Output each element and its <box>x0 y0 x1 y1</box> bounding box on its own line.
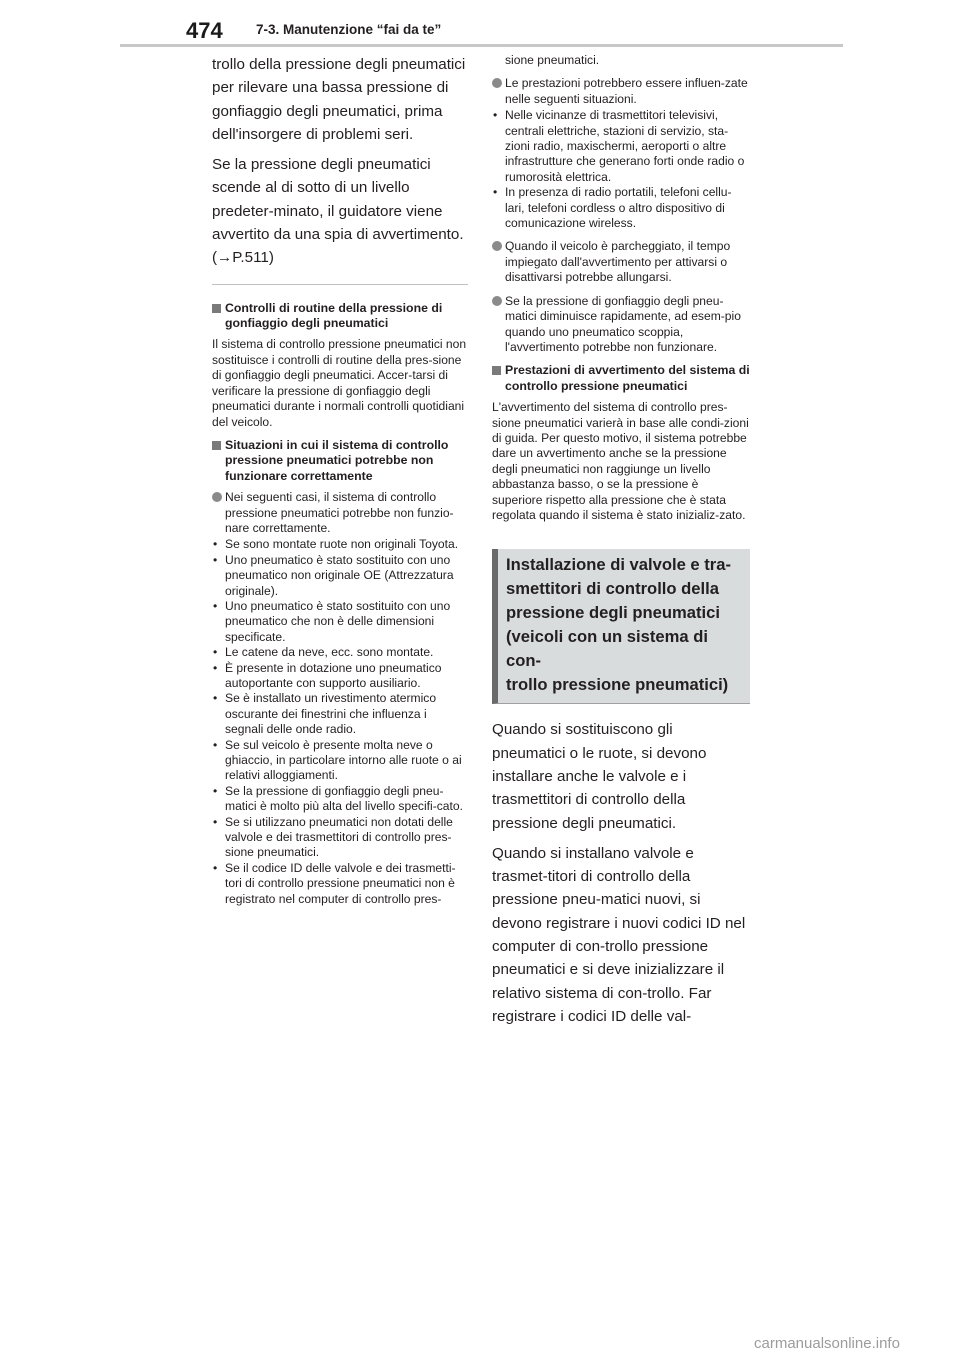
circle-bullet-icon <box>212 492 222 502</box>
note-text-warning-performance: L'avvertimento del sistema di controllo pres-sione pneumatici varierà in base alle condi-zioni di guida. Per questo motivo, il sistema potrebbe dare un avvertimento anche se la pressione degli pneumatici non raggiunge un livello abbastanza basso, o se la pressione è superiore rispetto alla pressione che è stata regolata quando il sistema è stato inizializ-zato. <box>492 400 749 522</box>
list-item: • Se sono montate ruote non originali Toyota. <box>213 537 459 552</box>
continued-text: sione pneumatici. <box>505 53 600 67</box>
heading-line: smettitori di controllo della <box>506 579 719 599</box>
list-item: • Se il codice ID delle valvole e dei trasmetti-tori di controllo pressione pneumatici non è registrato nel computer di controllo pres- <box>213 860 456 906</box>
section-heading-box <box>492 549 750 704</box>
heading-line: (veicoli con un sistema di con- <box>506 627 708 671</box>
circle-bullet-item <box>212 490 468 536</box>
list-item-text: Se sono montate ruote non originali Toyota. <box>225 537 459 552</box>
circle-bullet-icon <box>492 78 502 88</box>
intro-paragraph-1: trollo della pressione degli pneumatici per rilevare una bassa pressione di gonfiaggio degli pneumatici, prima dell'insorgere di problemi seri. <box>212 56 466 143</box>
bullet-text: Le prestazioni potrebbero essere influen-zate nelle seguenti situazioni. <box>505 76 748 106</box>
list-item: • Le catene da neve, ecc. sono montate. <box>213 645 434 660</box>
circle-bullet-icon <box>492 296 502 306</box>
list-item: • Se è installato un rivestimento atermico oscurante dei finestrini che influenza i segnali delle onde radio. <box>213 691 437 737</box>
bullet-text: Quando il veicolo è parcheggiato, il tempo impiegato dall'avvertimento per attivarsi o disattivarsi potrebbe allungarsi. <box>505 239 731 285</box>
square-bullet-icon <box>212 304 221 313</box>
right-column <box>492 53 750 1035</box>
section-divider <box>212 284 468 285</box>
square-bullet-icon <box>212 441 221 450</box>
note-heading-text: Controlli di routine della pressione di gonfiaggio degli pneumatici <box>225 300 443 331</box>
page-number: 474 <box>186 18 223 43</box>
section-title: 7-3. Manutenzione “fai da te” <box>256 22 442 37</box>
list-item-text: In presenza di radio portatili, telefoni cellu-lari, telefoni cordless o altro dispositivo di comunicazione wireless. <box>505 185 732 231</box>
list-item: • In presenza di radio portatili, telefoni cellu-lari, telefoni cordless o altro dispositivo di comunicazione wireless. <box>493 185 732 231</box>
list-item-text: Se si utilizzano pneumatici non dotati delle valvole e dei trasmettitori di controllo pres-sione pneumatici. <box>225 814 453 860</box>
header-divider <box>120 44 843 47</box>
list-item: • Se sul veicolo è presente molta neve o ghiaccio, in particolare intorno alle ruote o ai relativi alloggiamenti. <box>213 737 462 783</box>
circle-bullet-icon <box>492 241 502 251</box>
list-item: • È presente in dotazione uno pneumatico autoportante con supporto ausiliario. <box>213 660 442 691</box>
intro-paragraph-2: Se la pressione degli pneumatici scende al di sotto di un livello predeter-minato, il guidatore viene avvertito da una spia di avvertimento. (→P.511) <box>212 156 464 267</box>
left-column <box>212 53 468 915</box>
list-item-text: Se la pressione di gonfiaggio degli pneu-matici è molto più alta del livello specifi-cato. <box>225 783 463 814</box>
note-heading-routine-checks <box>212 301 468 332</box>
bullet-text: Se la pressione di gonfiaggio degli pneu-matici diminuisce rapidamente, ad esem-pio quando uno pneumatico scoppia, l'avvertimento potrebbe non funzionare. <box>505 293 741 354</box>
square-bullet-icon <box>492 366 501 375</box>
list-item-text: Uno pneumatico è stato sostituito con uno pneumatico che non è delle dimensioni specificate. <box>225 598 451 644</box>
note-heading-text: Situazioni in cui il sistema di controllo pressione pneumatici potrebbe non funzionare correttamente <box>225 437 449 483</box>
heading-line: Installazione di valvole e tra- <box>506 555 732 575</box>
note-heading-warning-performance <box>492 363 750 394</box>
note-text-routine-checks: Il sistema di controllo pressione pneumatici non sostituisce i controlli di routine della pres-sione di gonfiaggio degli pneumatici. Accer-tarsi di verificare la pressione di gonfiaggio degli pneumatici durante i normali controlli quotidiani del veicolo. <box>212 337 467 429</box>
list-item-text: Uno pneumatico è stato sostituito con uno pneumatico non originale OE (Attrezzatura originale). <box>225 552 454 598</box>
sub-list-malfunction-cases <box>212 537 468 907</box>
list-item: • Uno pneumatico è stato sostituito con uno pneumatico non originale OE (Attrezzatura originale). <box>213 552 454 598</box>
list-item-text: Se il codice ID delle valvole e dei trasmetti-tori di controllo pressione pneumatici non è registrato nel computer di controllo pres- <box>225 860 456 906</box>
list-item-text: Nelle vicinanze di trasmettitori televisivi, centrali elettriche, stazioni di servizio, sta-zioni radio, maxischermi, aeroporti o altre infrastrutture che generano forti onde radio o rumorosità elettrica. <box>505 108 745 184</box>
circle-bullet-item <box>492 294 750 356</box>
body-paragraph-1: Quando si sostituiscono gli pneumatici o le ruote, si devono installare anche le valvole e i trasmettitori di controllo della pressione degli pneumatici. <box>492 721 707 832</box>
note-heading-malfunction-situations <box>212 438 468 484</box>
list-item: • Se la pressione di gonfiaggio degli pneu-matici è molto più alta del livello specifi-cato. <box>213 783 463 814</box>
sub-list-performance-situations <box>492 108 750 231</box>
note-heading-text: Prestazioni di avvertimento del sistema di controllo pressione pneumatici <box>505 363 750 393</box>
bullet-text: Nei seguenti casi, il sistema di controllo pressione pneumatici potrebbe non funzio-nare correttamente. <box>225 490 454 535</box>
list-item-text: Se è installato un rivestimento atermico oscurante dei finestrini che influenza i segnali delle onde radio. <box>225 691 437 737</box>
list-item-text: Se sul veicolo è presente molta neve o ghiaccio, in particolare intorno alle ruote o ai relativi alloggiamenti. <box>225 737 462 783</box>
list-item: • Nelle vicinanze di trasmettitori televisivi, centrali elettriche, stazioni di servizio, sta-zioni radio, maxischermi, aeroporti o altre infrastrutture che generano forti onde radio o rumorosità elettrica. <box>493 108 745 184</box>
circle-bullet-item <box>492 239 750 285</box>
list-item-text: È presente in dotazione uno pneumatico autoportante con supporto ausiliario. <box>225 660 442 691</box>
heading-line: trollo pressione pneumatici) <box>506 675 729 695</box>
body-paragraph-2: Quando si installano valvole e trasmet-titori di controllo della pressione pneu-matici nuovi, si devono registrare i nuovi codici ID nel computer di con-trollo pressione pneumatici e si deve inizializzare il relativo sistema di con-trollo. Far registrare i codici ID delle val- <box>492 844 746 1025</box>
heading-line: pressione degli pneumatici <box>506 603 720 623</box>
list-item-text: Le catene da neve, ecc. sono montate. <box>225 645 434 660</box>
circle-bullet-item <box>492 76 750 107</box>
watermark-text: carmanualsonline.info <box>754 1335 900 1352</box>
list-item: • Se si utilizzano pneumatici non dotati delle valvole e dei trasmettitori di controllo pres-sione pneumatici. <box>213 814 453 860</box>
list-item: • Uno pneumatico è stato sostituito con uno pneumatico che non è delle dimensioni specificate. <box>213 598 451 644</box>
